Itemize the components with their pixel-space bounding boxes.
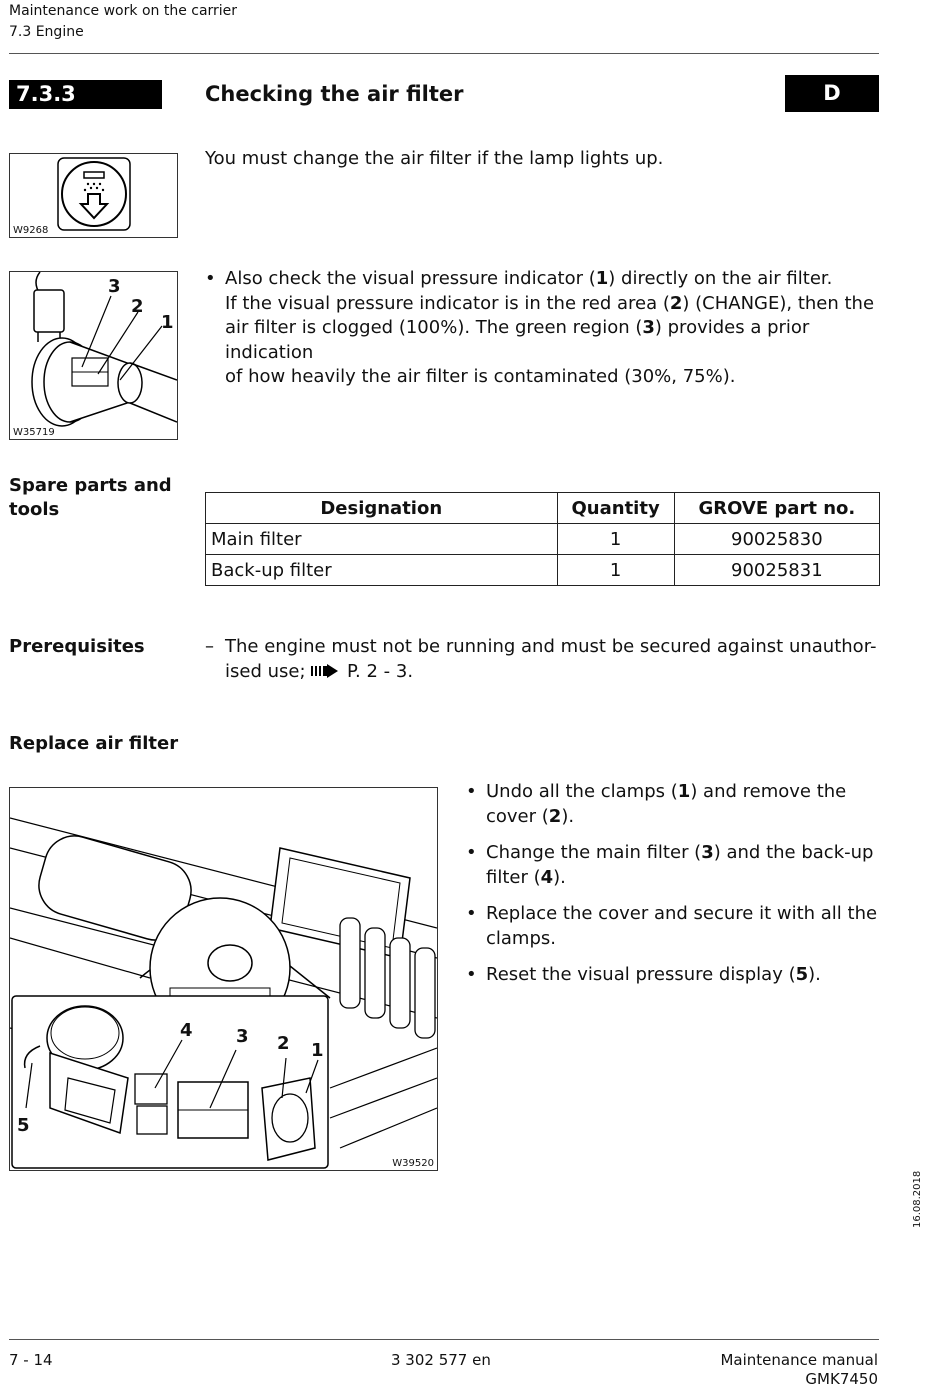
indicator-paragraph (205, 267, 885, 390)
figure-id: W9268 (13, 225, 49, 236)
prerequisites-label: Prerequisites (9, 636, 145, 657)
designation-cell: Main filter (206, 524, 558, 555)
footer-rule (9, 1339, 879, 1340)
lamp-symbol-figure (9, 153, 178, 238)
column-header: GROVE part no. (674, 493, 879, 524)
figure-id: W39520 (392, 1158, 434, 1169)
callout-1: 1 (161, 312, 174, 333)
replace-air-filter-label: Replace air filter (9, 733, 179, 754)
callout-3: 3 (236, 1026, 249, 1047)
table-header-row (206, 493, 880, 524)
header-section: 7.3 Engine (9, 24, 84, 40)
callout-1: 1 (311, 1040, 324, 1061)
list-item: • Also check the visual pressure indicator (1) directly on the air filter. If the visual pressure indicator is in the red area (2) (CHANGE), then the air filter is clogged (100%). The green region (3) provides a prior indication of how heavily the air filter is contaminated (30%, 75%). (205, 267, 885, 390)
part-number-cell: 90025830 (674, 524, 879, 555)
replace-steps (466, 780, 886, 988)
dash-marker: – (205, 636, 214, 657)
list-item: • Replace the cover and secure it with all the clamps. (466, 902, 886, 951)
pressure-indicator-figure (9, 271, 178, 440)
callout-2: 2 (277, 1033, 290, 1054)
list-item: • Change the main filter (3) and the back-up filter (4). (466, 841, 886, 890)
callout-3: 3 (108, 276, 121, 297)
column-header: Quantity (557, 493, 674, 524)
list-item: • Reset the visual pressure display (5). (466, 963, 886, 988)
callout-2: 2 (131, 296, 144, 317)
cross-reference-link[interactable]: P. 2 - 3. (347, 660, 414, 682)
section-number: 7.3.3 (9, 80, 162, 109)
figure-id: W35719 (13, 427, 55, 438)
manual-title: Maintenance manual (720, 1351, 878, 1369)
spare-parts-label: Spare parts and tools (9, 475, 172, 520)
revision-date: 16.08.2018 (912, 1170, 923, 1228)
cross-reference-arrow-icon (311, 664, 341, 678)
document-number: 3 302 577 en (391, 1351, 491, 1369)
quantity-cell: 1 (557, 524, 674, 555)
spare-parts-table (205, 492, 880, 586)
part-number-cell: 90025831 (674, 555, 879, 586)
designation-cell: Back-up filter (206, 555, 558, 586)
prerequisites-text: – The engine must not be running and must be secured against unauthor- ised use; P. 2 - 3. (205, 636, 877, 682)
callout-4: 4 (180, 1020, 193, 1041)
air-filter-replacement-figure (9, 787, 438, 1171)
column-header: Designation (206, 493, 558, 524)
intro-text: You must change the air filter if the lamp lights up. (205, 148, 664, 169)
section-title: Checking the air filter (205, 82, 464, 106)
quantity-cell: 1 (557, 555, 674, 586)
model-name: GMK7450 (805, 1370, 878, 1388)
callout-5: 5 (17, 1115, 30, 1136)
header-rule (9, 53, 879, 54)
table-row (206, 524, 880, 555)
list-item: • Undo all the clamps (1) and remove the cover (2). (466, 780, 886, 829)
language-tab: D (785, 75, 879, 112)
header-chapter: Maintenance work on the carrier (9, 3, 238, 19)
table-row (206, 555, 880, 586)
page-number: 7 - 14 (9, 1351, 53, 1369)
